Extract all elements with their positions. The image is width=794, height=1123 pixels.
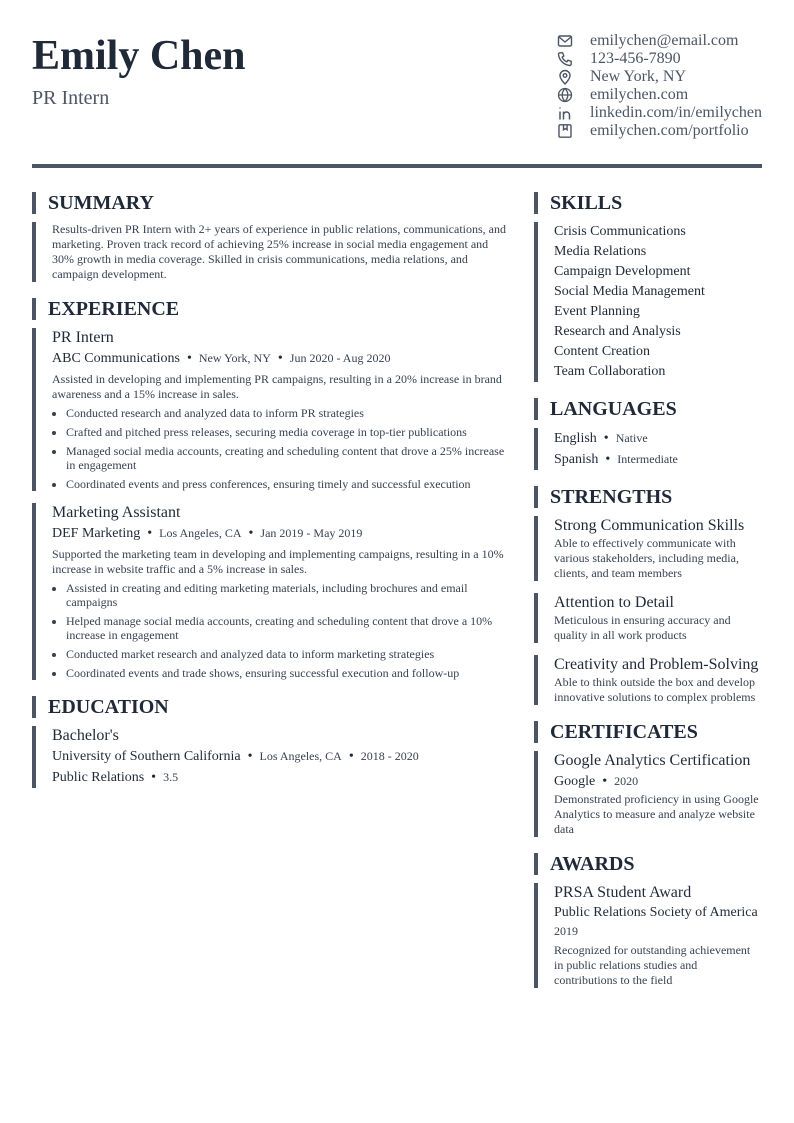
contact-text: New York, NY: [590, 68, 687, 85]
awards-section: [534, 853, 762, 988]
location-icon: [557, 69, 573, 85]
skill-item: Crisis Communications: [554, 224, 686, 239]
skill-item: Content Creation: [554, 344, 651, 359]
languages-block: [534, 428, 762, 470]
phone-icon: [557, 51, 573, 67]
skill-item: Event Planning: [554, 304, 640, 319]
job-location: New York, NY: [198, 351, 271, 365]
skill-item: Campaign Development: [554, 264, 691, 279]
job-meta: DEF Marketing • Los Angeles, CA • Jan 2019 - May 2019: [52, 526, 363, 541]
award-item: [534, 883, 762, 988]
experience-block: [32, 503, 507, 680]
company-name: DEF Marketing: [52, 526, 141, 541]
contact-text: emilychen@email.com: [590, 32, 739, 49]
list-item: • Conducted market research and analyzed data to inform marketing strategies: [66, 647, 507, 661]
skill-item: Research and Analysis: [554, 324, 681, 339]
contact-linkedin[interactable]: [557, 104, 762, 122]
contact-text: 123-456-7890: [590, 50, 681, 67]
language-name: English: [554, 431, 597, 446]
education-dates: 2018 - 2020: [360, 749, 419, 763]
certificate-desc: Demonstrated proficiency in using Google Analytics to measure and analyze website data: [554, 792, 759, 836]
award-name: PRSA Student Award: [554, 884, 692, 901]
degree: Bachelor's: [52, 727, 119, 744]
section-title: EXPERIENCE: [32, 298, 507, 320]
experience-item: [52, 328, 507, 491]
list-item: • Coordinated events and press conferences, ensuring timely and successful execution: [66, 477, 507, 491]
portfolio-icon: [557, 123, 573, 139]
job-title: PR Intern: [52, 329, 114, 346]
section-title: SKILLS: [534, 192, 762, 214]
job-title: Marketing Assistant: [52, 504, 181, 521]
globe-icon: [557, 87, 573, 103]
award-year: 2019: [554, 924, 578, 938]
school-location: Los Angeles, CA: [259, 749, 342, 763]
language-item: English • Native: [554, 431, 648, 446]
right-column: [534, 192, 762, 1004]
strength-item: [534, 655, 762, 705]
strength-desc: Meticulous in ensuring accuracy and quality in all work products: [554, 613, 731, 642]
list-item: • Helped manage social media accounts, creating and scheduling content that drove a 10% increase in engagement: [66, 614, 507, 642]
section-title: SUMMARY: [32, 192, 507, 214]
strengths-section: [534, 486, 762, 705]
award-issuer: Public Relations Society of America: [554, 905, 758, 920]
list-item: • Managed social media accounts, creating and scheduling content that drove a 25% increase in engagement: [66, 444, 507, 472]
strength-desc: Able to think outside the box and develop innovative solutions to complex problems: [554, 675, 756, 704]
field-of-study: Public Relations: [52, 770, 145, 785]
list-item: • Assisted in creating and editing marketing materials, including brochures and email campaigns: [66, 581, 507, 609]
list-item: • Conducted research and analyzed data to inform PR strategies: [66, 406, 507, 420]
contact-text: emilychen.com: [590, 86, 689, 103]
certificate-meta: Google • 2020: [554, 774, 639, 789]
candidate-name: Emily Chen: [32, 33, 246, 79]
summary-text: Results-driven PR Intern with 2+ years of experience in public relations, communications, and marketing. Proven track record of achieving 25% increase in social media engagement and 30% growth in media coverage. Skilled in crisis communications, media relations, and campaign development.: [52, 222, 506, 281]
contact-text: linkedin.com/in/emilychen: [590, 104, 762, 121]
section-title: LANGUAGES: [534, 398, 762, 420]
section-title: AWARDS: [534, 853, 762, 875]
certificate-issuer: Google: [554, 774, 596, 789]
job-bullets: [52, 581, 507, 680]
school-name: University of Southern California: [52, 749, 241, 764]
section-title: CERTIFICATES: [534, 721, 762, 743]
skill-item: Team Collaboration: [554, 364, 666, 379]
education-field: Public Relations • 3.5: [52, 770, 179, 785]
language-level: Native: [615, 431, 648, 445]
strength-desc: Able to effectively communicate with various stakeholders, including media, clients, and team members: [554, 536, 739, 580]
job-description: Supported the marketing team in developing and implementing campaigns, resulting in a 10% increase in website traffic and a 5% increase in sales.: [52, 547, 504, 576]
experience-item: [52, 503, 507, 680]
language-name: Spanish: [554, 452, 599, 467]
company-name: ABC Communications: [52, 351, 180, 366]
header-divider: [32, 164, 762, 168]
strength-name: Strong Communication Skills: [554, 517, 745, 534]
certificate-item: [534, 751, 762, 837]
contact-list: [557, 32, 762, 140]
section-title: EDUCATION: [32, 696, 507, 718]
job-location: Los Angeles, CA: [159, 526, 242, 540]
strength-name: Attention to Detail: [554, 594, 674, 611]
skill-item: Social Media Management: [554, 284, 705, 299]
contact-location: [557, 68, 762, 86]
award-desc: Recognized for outstanding achievement in public relations studies and contributions to the field: [554, 943, 751, 987]
resume-header: [32, 0, 762, 166]
education-block: [32, 726, 507, 788]
summary-section: [32, 192, 507, 282]
job-dates: Jun 2020 - Aug 2020: [289, 351, 391, 365]
skill-item: Media Relations: [554, 244, 647, 259]
list-item: • Coordinated events and trade shows, ensuring successful execution and follow-up: [66, 666, 507, 680]
experience-section: [32, 298, 507, 680]
left-column: [32, 192, 507, 804]
strength-item: [534, 516, 762, 581]
language-level: Intermediate: [617, 452, 678, 466]
job-dates: Jan 2019 - May 2019: [260, 526, 363, 540]
languages-section: [534, 398, 762, 470]
job-bullets: [52, 406, 507, 491]
contact-website[interactable]: [557, 86, 762, 104]
resume-page: [32, 0, 762, 987]
contact-portfolio[interactable]: [557, 122, 762, 140]
mail-icon: [557, 33, 573, 49]
job-meta: ABC Communications • New York, NY • Jun 2020 - Aug 2020: [52, 351, 391, 366]
experience-block: [32, 328, 507, 491]
list-item: • Crafted and pitched press releases, securing media coverage in top-tier publications: [66, 425, 507, 439]
skills-section: [534, 192, 762, 382]
skills-block: [534, 222, 762, 382]
education-section: [32, 696, 507, 788]
certificates-section: [534, 721, 762, 837]
certificate-name: Google Analytics Certification: [554, 752, 751, 769]
strength-item: [534, 593, 762, 643]
job-description: Assisted in developing and implementing PR campaigns, resulting in a 20% increase in brand awareness and a 15% increase in sales.: [52, 372, 502, 401]
section-title: STRENGTHS: [534, 486, 762, 508]
gpa: 3.5: [163, 770, 179, 784]
contact-phone[interactable]: [557, 50, 762, 68]
contact-text: emilychen.com/portfolio: [590, 122, 749, 139]
strength-name: Creativity and Problem-Solving: [554, 656, 759, 673]
summary-block: [32, 222, 507, 282]
contact-email[interactable]: [557, 32, 762, 50]
education-meta: University of Southern California • Los Angeles, CA • 2018 - 2020: [52, 749, 419, 764]
language-item: Spanish • Intermediate: [554, 452, 678, 467]
linkedin-icon: [557, 105, 573, 121]
candidate-title: PR Intern: [32, 87, 110, 109]
certificate-year: 2020: [614, 774, 639, 788]
